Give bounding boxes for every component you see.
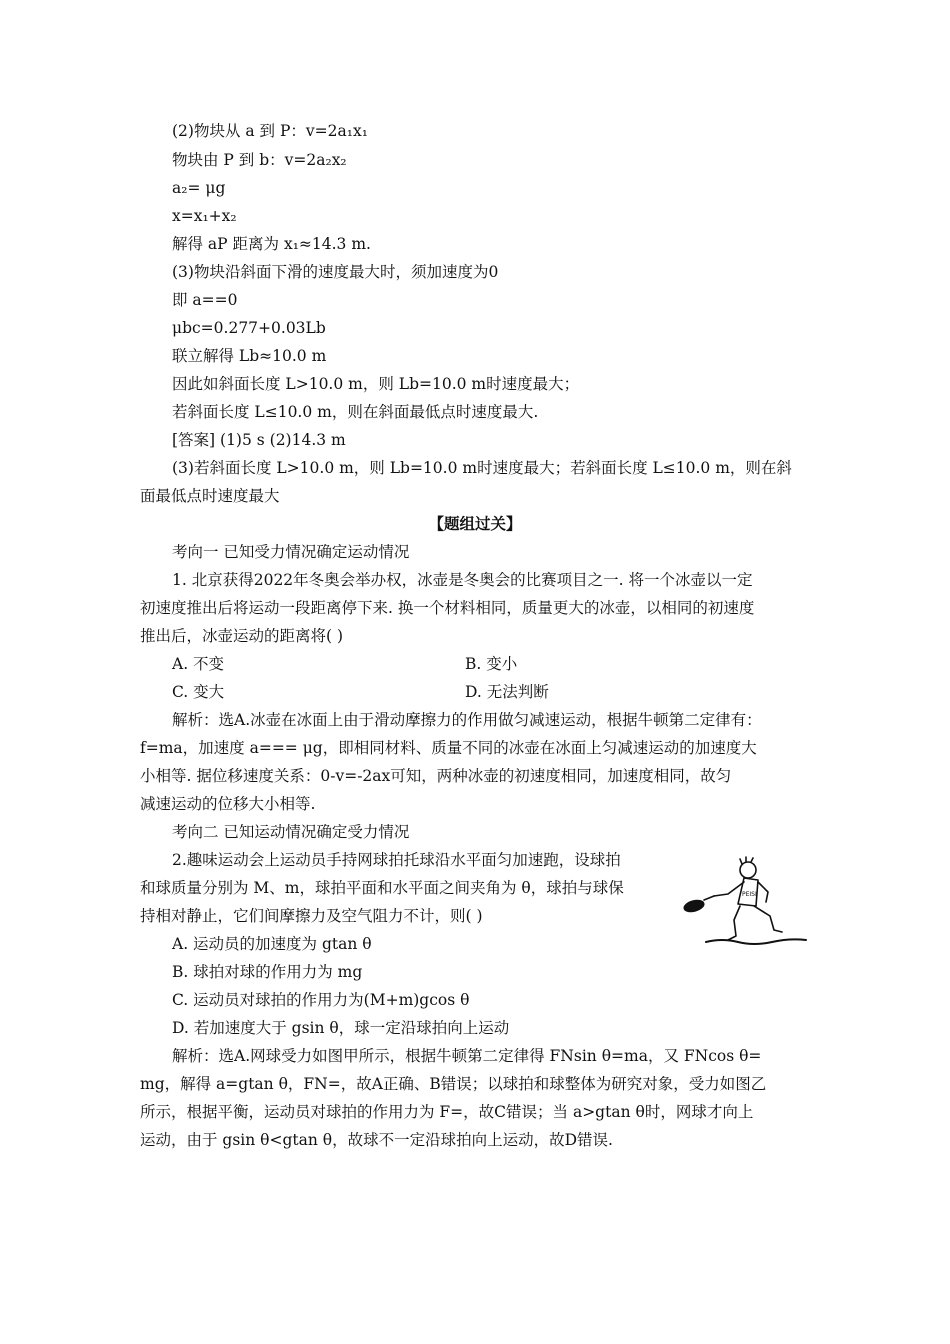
solution-line: μbc=0.277+0.03Lb <box>172 319 326 337</box>
question-text: 持相对静止，它们间摩擦力及空气阻力不计，则( ) <box>140 907 483 925</box>
option-a: A. 不变 <box>172 655 225 673</box>
solution-line: (3)物块沿斜面下滑的速度最大时，须加速度为0 <box>172 263 499 281</box>
question-text: 2.趣味运动会上运动员手持网球拍托球沿水平面匀加速跑，设球拍 <box>172 851 621 869</box>
option-b: B. 球拍对球的作用力为 mg <box>172 963 363 981</box>
solution-line: 因此如斜面长度 L>10.0 m，则 Lb=10.0 m时速度最大； <box>172 375 580 393</box>
explanation-text: 运动，由于 gsin θ<gtan θ，故球不一定沿球拍向上运动，故D错误. <box>140 1131 613 1149</box>
svg-text:PEISI: PEISI <box>742 891 757 898</box>
direction-heading: 考向一 已知受力情况确定运动情况 <box>172 543 410 561</box>
explanation-text: 减速运动的位移大小相等. <box>140 795 316 813</box>
runner-with-racket-illustration <box>682 856 814 948</box>
option-c: C. 运动员对球拍的作用力为(M+m)gcos θ <box>172 991 470 1009</box>
option-d: D. 若加速度大于 gsin θ，球一定沿球拍向上运动 <box>172 1019 510 1037</box>
solution-line: 即 a==0 <box>172 291 238 309</box>
solution-line: x=x₁+x₂ <box>172 207 237 225</box>
answer-line: (3)若斜面长度 L>10.0 m，则 Lb=10.0 m时速度最大；若斜面长度 L≤10.0 m，则在斜 <box>172 459 792 477</box>
section-title: 【题组过关】 <box>428 514 522 533</box>
solution-line: 若斜面长度 L≤10.0 m，则在斜面最低点时速度最大. <box>172 403 539 421</box>
explanation-text: 小相等. 据位移速度关系：0-v=-2ax可知，两种冰壶的初速度相同，加速度相同，故匀 <box>140 767 732 785</box>
explanation-text: 所示，根据平衡，运动员对球拍的作用力为 F=，故C错误；当 a>gtan θ时，网球才向上 <box>140 1103 754 1121</box>
explanation-text: mg，解得 a=gtan θ，FN=，故A正确、B错误；以球拍和球整体为研究对象，受力如图乙 <box>140 1075 767 1093</box>
explanation-text: f=ma，加速度 a=== μg，即相同材料、质量不同的冰壶在冰面上匀减速运动的加速度大 <box>140 739 757 757</box>
question-text: 初速度推出后将运动一段距离停下来. 换一个材料相同，质量更大的冰壶，以相同的初速度 <box>140 599 755 617</box>
explanation-text: 解析：选A.冰壶在冰面上由于滑动摩擦力的作用做匀减速运动，根据牛顿第二定律有： <box>172 711 762 729</box>
option-d: D. 无法判断 <box>465 683 549 701</box>
solution-line: a₂= μg <box>172 179 226 197</box>
option-a: A. 运动员的加速度为 gtan θ <box>172 935 372 953</box>
direction-heading: 考向二 已知运动情况确定受力情况 <box>172 823 410 841</box>
question-text: 1. 北京获得2022年冬奥会举办权，冰壶是冬奥会的比赛项目之一. 将一个冰壶以一定 <box>172 571 753 589</box>
solution-line: (2)物块从 a 到 P：v=2a₁x₁ <box>172 122 368 140</box>
solution-line: 联立解得 Lb≈10.0 m <box>172 347 327 365</box>
solution-line: 解得 aP 距离为 x₁≈14.3 m. <box>172 235 371 253</box>
answer-line: 面最低点时速度最大 <box>140 487 280 505</box>
solution-line: 物块由 P 到 b：v=2a₂x₂ <box>172 151 347 169</box>
explanation-text: 解析：选A.网球受力如图甲所示，根据牛顿第二定律得 FNsin θ=ma，又 FNcos θ= <box>172 1047 762 1065</box>
question-text: 推出后，冰壶运动的距离将( ) <box>140 627 344 645</box>
option-c: C. 变大 <box>172 683 225 701</box>
question-text: 和球质量分别为 M、m，球拍平面和水平面之间夹角为 θ，球拍与球保 <box>140 879 624 897</box>
answer-line: [答案] (1)5 s (2)14.3 m <box>172 431 346 449</box>
option-b: B. 变小 <box>465 655 518 673</box>
